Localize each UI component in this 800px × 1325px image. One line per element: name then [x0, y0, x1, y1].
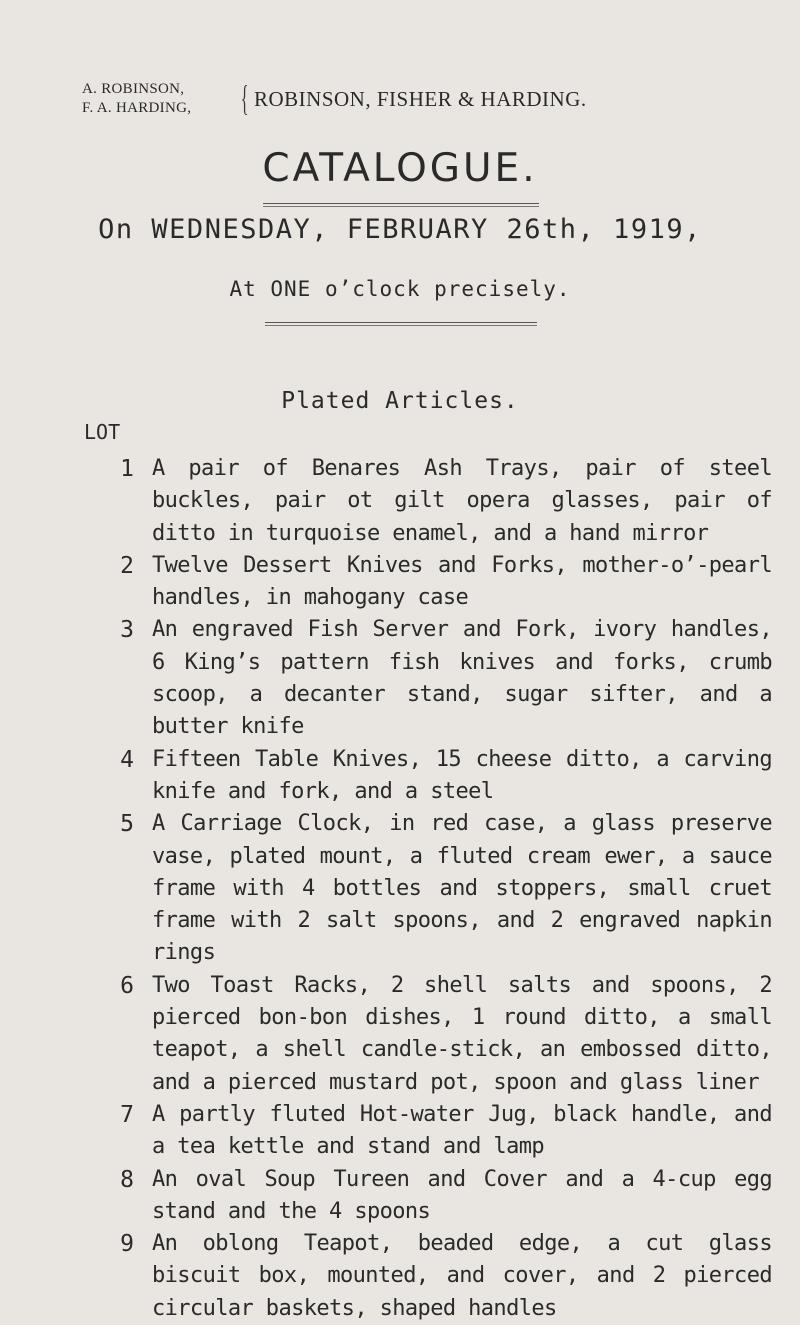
- firm-name: ROBINSON, FISHER & HARDING.: [254, 87, 587, 111]
- lot-column-header: LOT: [84, 420, 121, 444]
- lot-number: 7: [120, 1101, 134, 1128]
- lot-number: 6: [120, 972, 134, 999]
- sale-time: At ONE o’clock precisely.: [229, 277, 571, 301]
- section-heading: Plated Articles.: [281, 388, 519, 414]
- lot-description: A pair of Benares Ash Trays, pair of steel buckles, pair ot gilt opera glasses, pair of ditto in turquoise enamel, and a hand mirror: [152, 456, 772, 546]
- header-brace: {: [240, 78, 249, 118]
- lot-description: Twelve Dessert Knives and Forks, mother-o’-pearl handles, in mahogany case: [152, 552, 772, 611]
- lot-list: [0, 453, 800, 1325]
- lot-description: Two Toast Racks, 2 shell salts and spoons, 2 pierced bon-bon dishes, 1 round ditto, a small teapot, a shell candle-stick, an embossed ditto, and a pierced mustard pot, spoon and glass liner: [152, 972, 772, 1095]
- lot-item: [0, 453, 800, 550]
- catalogue-title: CATALOGUE.: [262, 146, 538, 191]
- lot-description: A Carriage Clock, in red case, a glass preserve vase, plated mount, a fluted cream ewer, a sauce frame with 4 bottles and stoppers, small cruet frame with 2 salt spoons, and 2 engraved napkin rings: [152, 811, 772, 966]
- lot-number: 4: [120, 746, 134, 773]
- partner-names: [82, 80, 191, 118]
- lot-number: 9: [120, 1231, 134, 1258]
- partner-name: A. ROBINSON,: [82, 81, 185, 97]
- lot-description: An oval Soup Tureen and Cover and a 4-cup egg stand and the 4 spoons: [152, 1166, 772, 1224]
- lot-item: [0, 1099, 800, 1164]
- divider: [265, 322, 537, 323]
- sale-date: On WEDNESDAY, FEBRUARY 26th, 1919,: [98, 214, 702, 245]
- divider: [263, 206, 539, 207]
- lot-item: [0, 970, 800, 1099]
- lot-item: [0, 1228, 800, 1325]
- lot-description: Fifteen Table Knives, 15 cheese ditto, a carving knife and fork, and a steel: [152, 746, 772, 804]
- lot-number: 5: [120, 811, 134, 838]
- lot-number: 1: [120, 456, 134, 482]
- lot-item: [0, 1164, 800, 1229]
- lot-number: 8: [120, 1166, 134, 1193]
- lot-description: A partly fluted Hot-water Jug, black handle, and a tea kettle and stand and lamp: [152, 1101, 772, 1160]
- lot-number: 2: [120, 552, 134, 579]
- lot-item: [0, 614, 800, 743]
- divider: [265, 325, 537, 326]
- lot-item: [0, 550, 800, 615]
- partner-name: F. A. HARDING,: [82, 100, 192, 116]
- lot-item: [0, 808, 800, 969]
- lot-description: An oblong Teapot, beaded edge, a cut glass biscuit box, mounted, and cover, and 2 pierced circular baskets, shaped handles: [152, 1231, 772, 1321]
- lot-description: An engraved Fish Server and Fork, ivory handles, 6 King’s pattern fish knives and forks, crumb scoop, a decanter stand, sugar sifter, and a butter knife: [152, 617, 772, 740]
- divider: [263, 203, 539, 204]
- lot-number: 3: [120, 617, 134, 644]
- lot-item: [0, 744, 800, 809]
